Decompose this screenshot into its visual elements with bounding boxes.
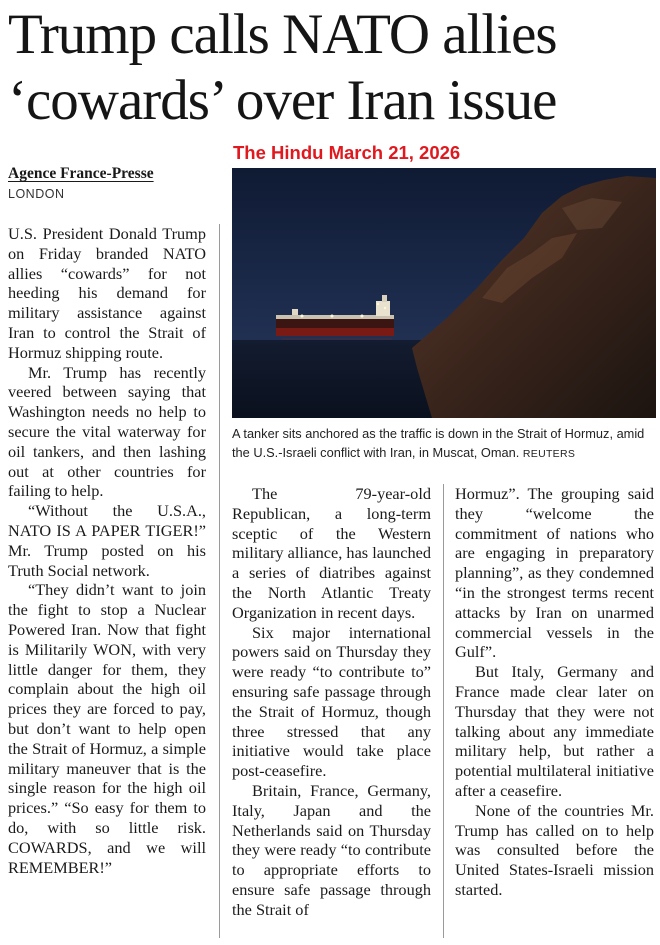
column-divider: [219, 224, 220, 938]
byline-dateline: LONDON: [8, 187, 65, 201]
newspaper-date-stamp: The Hindu March 21, 2026: [233, 142, 461, 163]
paragraph: Six major international powers said on Thursday they were ready “to contribute to” ensuring safe passage through the Strait of Hormuz, though three stressed that any initiative would take place post-ceasefire.: [232, 622, 431, 781]
article-column-2: [232, 484, 431, 920]
headline-line-2: ‘cowards’ over Iran issue: [8, 69, 557, 132]
column-divider: [443, 484, 444, 938]
headline: [8, 2, 658, 134]
headline-line-1: Trump calls NATO allies: [8, 3, 557, 66]
paragraph: “Without the U.S.A., NATO IS A PAPER TIGER!” Mr. Trump posted on his Truth Social network.: [8, 501, 206, 580]
paragraph: “They didn’t want to join the fight to stop a Nuclear Powered Iran. Now that fight is Militarily WON, with very little danger for them, they complain about the high oil prices they are forced to pay, but don’t want to help open the Strait of Hormuz, a simple military maneuver that is the single reason for the high oil prices.” “So easy for them to do, with so little risk. COWARDS, and we will REMEMBER!”: [8, 580, 206, 877]
paragraph: None of the countries Mr. Trump has called on to help was consulted before the United States-Israeli mission started.: [455, 800, 654, 899]
photo-credit: REUTERS: [522, 448, 576, 460]
tanker-photo-image: [232, 168, 656, 418]
paragraph: Mr. Trump has recently veered between saying that Washington needs no help to secure the vital waterway for oil tankers, and then lashing out at other countries for failing to help.: [8, 362, 206, 501]
paragraph: The 79-year-old Republican, a long-term sceptic of the Western military alliance, has launched a series of diatribes against the North Atlantic Treaty Organization in recent days.: [232, 484, 431, 622]
article-column-1: [8, 224, 206, 877]
news-photo: [232, 168, 656, 418]
paragraph: But Italy, Germany and France made clear later on Thursday that they were not talking about any immediate military help, but rather a potential multilateral initiative after a ceasefire.: [455, 662, 654, 800]
byline-agency: Agence France-Presse: [8, 165, 154, 182]
paragraph: U.S. President Donald Trump on Friday branded NATO allies “cowards” for not heeding his demand for military assistance against Iran to control the Strait of Hormuz shipping route.: [8, 224, 206, 362]
article-column-3: [455, 484, 654, 900]
photo-caption-text: A tanker sits anchored as the traffic is down in the Strait of Hormuz, amid the U.S.-Israeli conflict with Iran, in Muscat, Oman.: [232, 426, 645, 460]
paragraph: Hormuz”. The grouping said they “welcome the commitment of nations who are engaging in preparatory planning”, as they condemned “in the strongest terms recent attacks by Iran on unarmed commercial vessels in the Gulf”.: [455, 484, 654, 662]
paragraph: Britain, France, Germany, Italy, Japan and the Netherlands said on Thursday they were ready “to contribute to appropriate efforts to ensure safe passage through the Strait of: [232, 780, 431, 919]
photo-caption: [232, 424, 658, 464]
